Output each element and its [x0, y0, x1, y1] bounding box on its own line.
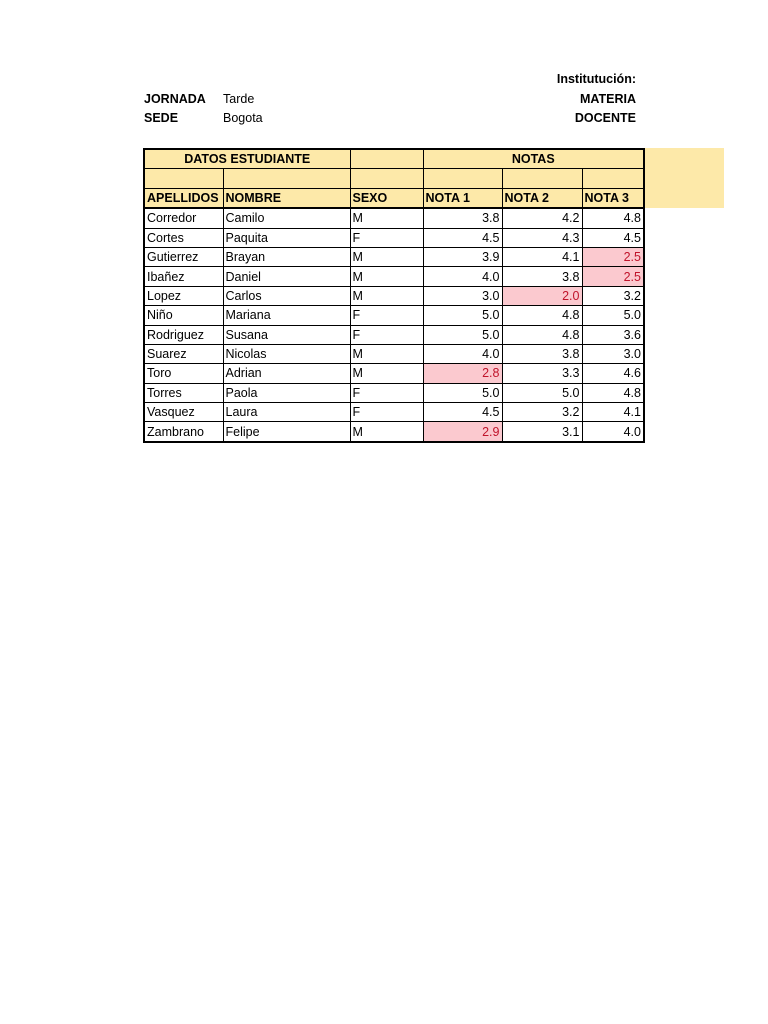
- nota-1-cell[interactable]: 5.0: [423, 325, 502, 344]
- nota-2-cell[interactable]: 4.2: [502, 208, 582, 228]
- nota-3-cell[interactable]: 4.0: [582, 422, 644, 442]
- nota-3-cell[interactable]: 4.6: [582, 364, 644, 383]
- nota-1-cell[interactable]: 4.5: [423, 228, 502, 247]
- nota-2-cell[interactable]: 3.1: [502, 422, 582, 442]
- sede-value[interactable]: Bogota: [223, 111, 263, 125]
- column-header-row: [144, 188, 644, 208]
- table-row: [144, 267, 644, 286]
- col-header-nota-2: NOTA 2: [502, 188, 582, 208]
- institucion-label: Institutución:: [556, 72, 636, 86]
- empty-header-cell[interactable]: [423, 169, 502, 188]
- nombre-cell[interactable]: Adrian: [223, 364, 350, 383]
- group-header-row: [144, 149, 644, 169]
- nombre-cell[interactable]: Camilo: [223, 208, 350, 228]
- apellido-cell[interactable]: Cortes: [144, 228, 223, 247]
- empty-header-cell[interactable]: [582, 169, 644, 188]
- nota-2-cell[interactable]: 3.8: [502, 267, 582, 286]
- nota-1-cell[interactable]: 5.0: [423, 383, 502, 402]
- nota-3-cell[interactable]: 3.0: [582, 344, 644, 363]
- nota-3-cell[interactable]: 2.5: [582, 247, 644, 266]
- sexo-cell[interactable]: M: [350, 247, 423, 266]
- apellido-cell[interactable]: Toro: [144, 364, 223, 383]
- sexo-cell[interactable]: F: [350, 403, 423, 422]
- nota-1-cell[interactable]: 3.9: [423, 247, 502, 266]
- blank-header-row: [144, 169, 644, 188]
- nota-2-cell[interactable]: 3.8: [502, 344, 582, 363]
- table-row: [144, 422, 644, 442]
- nombre-cell[interactable]: Laura: [223, 403, 350, 422]
- nombre-cell[interactable]: Susana: [223, 325, 350, 344]
- datos-estudiante-header: DATOS ESTUDIANTE: [144, 149, 350, 169]
- nota-2-cell[interactable]: 2.0: [502, 286, 582, 305]
- apellido-cell[interactable]: Zambrano: [144, 422, 223, 442]
- sexo-cell[interactable]: M: [350, 267, 423, 286]
- sexo-cell[interactable]: M: [350, 208, 423, 228]
- nota-1-cell[interactable]: 5.0: [423, 306, 502, 325]
- nombre-cell[interactable]: Felipe: [223, 422, 350, 442]
- apellido-cell[interactable]: Lopez: [144, 286, 223, 305]
- table-row: [144, 325, 644, 344]
- nombre-cell[interactable]: Brayan: [223, 247, 350, 266]
- nombre-cell[interactable]: Paola: [223, 383, 350, 402]
- sexo-cell[interactable]: F: [350, 228, 423, 247]
- nota-2-cell[interactable]: 3.2: [502, 403, 582, 422]
- nota-1-cell[interactable]: 2.9: [423, 422, 502, 442]
- nota-3-cell[interactable]: 4.8: [582, 208, 644, 228]
- col-header-nombre: NOMBRE: [223, 188, 350, 208]
- nota-2-cell[interactable]: 4.8: [502, 306, 582, 325]
- nota-3-cell[interactable]: 3.6: [582, 325, 644, 344]
- apellido-cell[interactable]: Rodriguez: [144, 325, 223, 344]
- table-row: [144, 403, 644, 422]
- nota-3-cell[interactable]: 5.0: [582, 306, 644, 325]
- empty-header-cell[interactable]: [350, 169, 423, 188]
- nota-1-cell[interactable]: 3.0: [423, 286, 502, 305]
- nota-3-cell[interactable]: 3.2: [582, 286, 644, 305]
- header-fill-band: [644, 148, 724, 208]
- sexo-cell[interactable]: M: [350, 364, 423, 383]
- apellido-cell[interactable]: Ibañez: [144, 267, 223, 286]
- nota-3-cell[interactable]: 2.5: [582, 267, 644, 286]
- table-row: [144, 306, 644, 325]
- nombre-cell[interactable]: Daniel: [223, 267, 350, 286]
- sexo-cell[interactable]: M: [350, 344, 423, 363]
- nota-1-cell[interactable]: 4.0: [423, 267, 502, 286]
- table-row: [144, 228, 644, 247]
- col-header-nota-3: NOTA 3: [582, 188, 644, 208]
- nombre-cell[interactable]: Mariana: [223, 306, 350, 325]
- apellido-cell[interactable]: Corredor: [144, 208, 223, 228]
- nota-1-cell[interactable]: 3.8: [423, 208, 502, 228]
- table-row: [144, 364, 644, 383]
- apellido-cell[interactable]: Torres: [144, 383, 223, 402]
- sexo-cell[interactable]: F: [350, 383, 423, 402]
- empty-header-cell[interactable]: [144, 169, 223, 188]
- nota-1-cell[interactable]: 4.5: [423, 403, 502, 422]
- empty-header-cell[interactable]: [502, 169, 582, 188]
- materia-label: MATERIA: [579, 92, 636, 106]
- apellido-cell[interactable]: Niño: [144, 306, 223, 325]
- grades-table: [143, 148, 645, 443]
- apellido-cell[interactable]: Vasquez: [144, 403, 223, 422]
- apellido-cell[interactable]: Gutierrez: [144, 247, 223, 266]
- sede-label: SEDE: [144, 111, 179, 125]
- table-row: [144, 208, 644, 228]
- nombre-cell[interactable]: Nicolas: [223, 344, 350, 363]
- apellido-cell[interactable]: Suarez: [144, 344, 223, 363]
- nota-3-cell[interactable]: 4.8: [582, 383, 644, 402]
- nota-2-cell[interactable]: 3.3: [502, 364, 582, 383]
- sexo-cell[interactable]: F: [350, 325, 423, 344]
- jornada-label: JORNADA: [144, 92, 206, 106]
- nota-3-cell[interactable]: 4.1: [582, 403, 644, 422]
- jornada-value[interactable]: Tarde: [223, 92, 255, 106]
- notas-header: NOTAS: [423, 149, 644, 169]
- nota-2-cell[interactable]: 4.8: [502, 325, 582, 344]
- col-header-apellidos: APELLIDOS: [144, 188, 223, 208]
- table-row: [144, 383, 644, 402]
- nombre-cell[interactable]: Paquita: [223, 228, 350, 247]
- table-row: [144, 247, 644, 266]
- nota-1-cell[interactable]: 2.8: [423, 364, 502, 383]
- sexo-cell[interactable]: M: [350, 422, 423, 442]
- nota-2-cell[interactable]: 4.1: [502, 247, 582, 266]
- sexo-cell[interactable]: M: [350, 286, 423, 305]
- nota-2-cell[interactable]: 4.3: [502, 228, 582, 247]
- sexo-cell[interactable]: F: [350, 306, 423, 325]
- nombre-cell[interactable]: Carlos: [223, 286, 350, 305]
- nota-3-cell[interactable]: 4.5: [582, 228, 644, 247]
- col-header-nota-1: NOTA 1: [423, 188, 502, 208]
- empty-header-cell[interactable]: [350, 149, 423, 169]
- nota-2-cell[interactable]: 5.0: [502, 383, 582, 402]
- empty-header-cell[interactable]: [223, 169, 350, 188]
- table-row: [144, 286, 644, 305]
- nota-1-cell[interactable]: 4.0: [423, 344, 502, 363]
- table-row: [144, 344, 644, 363]
- col-header-sexo: SEXO: [350, 188, 423, 208]
- docente-label: DOCENTE: [574, 111, 636, 125]
